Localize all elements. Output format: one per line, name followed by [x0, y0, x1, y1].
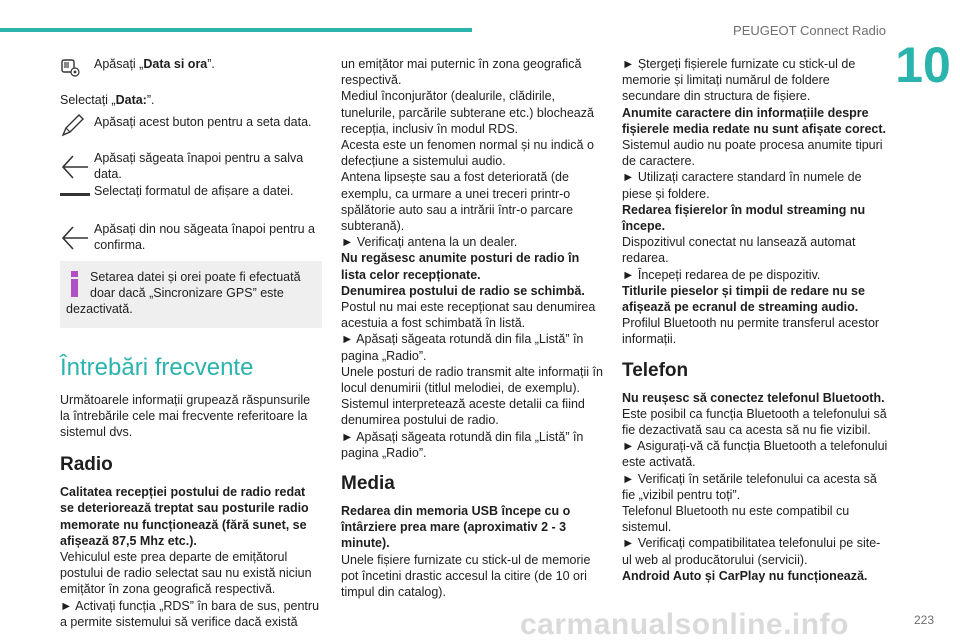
save-date-text: Apăsați săgeata înapoi pentru a salva data. [94, 151, 304, 182]
text-paragraph: Mediul înconjurător (dealurile, clădirile, tunelurile, parcările subterane etc.) blochează recepția, inclusiv în modul RDS. [341, 89, 594, 136]
radio-answer-1: Vehiculul este prea departe de emițătorul postului de radio selectat sau nu există niciun emițător în zona geografică respectivă. [60, 550, 312, 597]
text-paragraph: Postul nu mai este recepționat sau denumirea acestuia a fost schimbată în listă. [341, 300, 596, 331]
text-paragraph: ► Apăsați săgeata rotundă din fila „Listă” în pagina „Radio”. [341, 429, 584, 460]
text-paragraph: ► Ștergeți fișierele furnizate cu stick-ul de memorie și limitați numărul de foldere secundare din structura de fișiere. [622, 57, 856, 104]
text-paragraph: ► Începeți redarea de pe dispozitiv. [622, 267, 821, 282]
faq-intro: Următoarele informații grupează răspunsurile la întrebările cele mai frecvente referitoare la sistemul dvs. [60, 392, 311, 440]
phone-question-2: Android Auto și CarPlay nu funcționează. [622, 568, 868, 583]
phone-heading: Telefon [622, 359, 689, 381]
set-date-text: Apăsați acest buton pentru a seta data. [94, 115, 312, 130]
column-1 [60, 56, 322, 630]
phone-question-1: Nu reușesc să conectez telefonul Bluetooth. [622, 390, 885, 405]
faq-heading: Întrebări frecvente [60, 353, 254, 381]
header-accent-bar [0, 28, 472, 32]
text-paragraph: ► Verificați compatibilitatea telefonului pe site-ul web al producătorului (servicii). [622, 536, 881, 567]
instruction-set-date [60, 114, 322, 140]
instruction-confirm [60, 221, 322, 253]
text-paragraph: Unele fișiere furnizate cu stick-ul de memorie pot încetini drastic accesul la citire (de 10 ori timpul din catalog). [341, 552, 591, 600]
instruction-save-date [60, 150, 322, 182]
chapter-number: 10 [895, 37, 951, 93]
instruction-date-time [60, 56, 322, 82]
text-paragraph: ► Asigurați-vă că funcția Bluetooth a telefonului este activată. [622, 439, 888, 470]
text-paragraph: Sistemul audio nu poate procesa anumite tipuri de caractere. [622, 138, 883, 169]
text-paragraph: Este posibil ca funcția Bluetooth a telefonului să fie dezactivată sau ca acesta să nu fie vizibil. [622, 406, 887, 438]
confirm-text: Apăsați din nou săgeata înapoi pentru a confirma. [94, 221, 316, 252]
radio-answer-2: ► Activați funcția „RDS” în bara de sus, pentru a permite sistemului să verifice dacă există [60, 598, 320, 629]
select-date-instruction: Selectați „Data:”. [60, 93, 155, 107]
text-paragraph: Sistemul interpretează aceste detalii ca fiind denumirea postului de radio. [341, 397, 585, 428]
radio-heading: Radio [60, 454, 113, 476]
text-paragraph: un emițător mai puternic în zona geografică respectivă. [341, 57, 582, 88]
text-paragraph: ► Verificați în setările telefonului ca acesta să fie „vizibil pentru toți”. [622, 471, 877, 502]
radio-question-2: Nu regăsesc anumite posturi de radio în lista celor recepționate. [341, 251, 580, 282]
media-question-2: Anumite caractere din informațiile despre fișierele media redate nu sunt afișate corect. [622, 105, 886, 136]
text-paragraph: ► Verificați antena la un dealer. [341, 235, 518, 250]
pen-icon [60, 114, 94, 140]
media-heading: Media [341, 473, 395, 495]
text-paragraph: ► Utilizați caractere standard în numele de piese și foldere. [622, 170, 862, 201]
column-2 [341, 56, 605, 600]
radio-question-1: Calitatea recepției postului de radio redat se deteriorează treptat sau posturile radio memorate nu funcționează (fără sunet, se afișează 87,5 Mhz etc.). [60, 485, 309, 548]
page-number: 223 [913, 613, 934, 627]
media-question-1: Redarea din memoria USB începe cu o întârziere prea mare (aproximativ 2 - 3 minute). [341, 504, 571, 551]
instruction-date-format [60, 183, 322, 209]
back-arrow-icon [60, 221, 94, 247]
info-icon [68, 271, 82, 297]
info-note [60, 261, 322, 328]
text-paragraph: Profilul Bluetooth nu permite transferul acestor informații. [622, 316, 880, 347]
radio-question-3: Denumirea postului de radio se schimbă. [341, 283, 585, 298]
text-paragraph: Dispozitivul conectat nu lansează automat redarea. [622, 235, 856, 266]
date-time-instruction: Apăsați „Data si ora”. [94, 57, 215, 71]
text-paragraph: Antena lipsește sau a fost deteriorată (de exemplu, ca urmare a unei treceri printr-o spălătorie auto sau a intrării într-o parcare subterană). [341, 170, 574, 234]
date-format-text: Selectați formatul de afișare a datei. [94, 183, 294, 198]
note-text-line2: dezactivată. [66, 302, 133, 317]
back-arrow-icon [60, 150, 94, 176]
media-question-4: Titlurile pieselor și timpii de redare nu se afișează pe ecranul de streaming audio. [622, 283, 865, 315]
settings-app-icon [60, 56, 94, 82]
format-bar-icon [60, 183, 94, 209]
text-paragraph: ► Apăsați săgeata rotundă din fila „Listă” în pagina „Radio”. [341, 332, 584, 363]
header-title: PEUGEOT Connect Radio [733, 23, 886, 38]
text-paragraph: Unele posturi de radio transmit alte informații în locul denumirii (titlul melodiei, de exemplu). [341, 364, 603, 396]
text-paragraph: Telefonul Bluetooth nu este compatibil cu sistemul. [622, 504, 850, 535]
watermark: carmanualsonline.info [520, 608, 849, 640]
column-3 [622, 56, 888, 584]
text-paragraph: Acesta este un fenomen normal și nu indică o defecțiune a sistemului audio. [341, 138, 594, 169]
media-question-3: Redarea fișierelor în modul streaming nu începe. [622, 202, 866, 234]
note-text-line1: Setarea datei și orei poate fi efectuată doar dacă „Sincronizare GPS” este [90, 270, 301, 301]
